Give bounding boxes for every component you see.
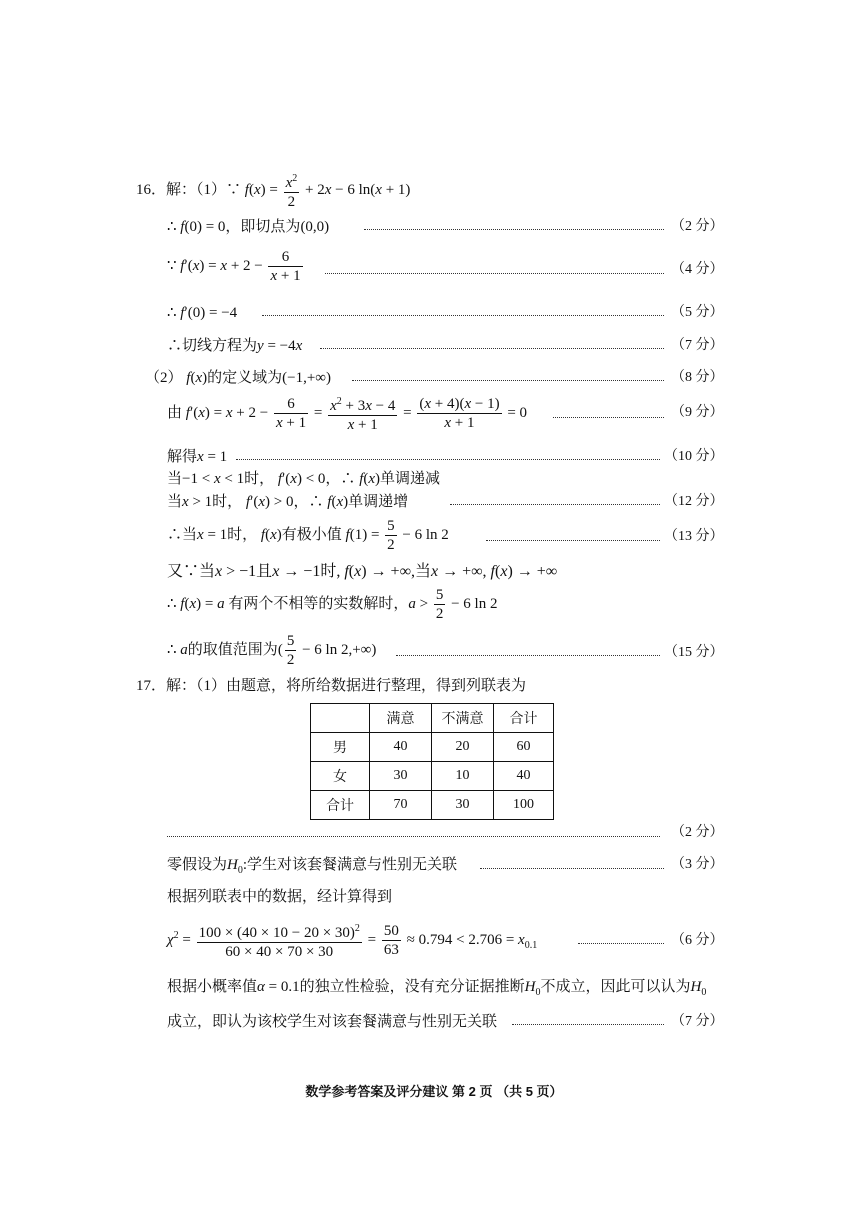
q16-header: 16．解：（1） [136, 181, 227, 198]
q16-line-6: 由 f′(x) = x + 2 − $\frac{6}{x + 1}$ = $\frac{x^2 + 3x - 4}{x + 1}$ = $\frac{(x + 4)(x - 1)}{x + 1}$ = 0 [167, 393, 527, 434]
score: （13 分） [664, 529, 724, 544]
q16-line-11: 又∵当x > −1且x → −1时, f(x) → +∞,当x → +∞, f(x) → +∞ [167, 563, 558, 580]
score: （4 分） [671, 262, 724, 277]
q17-conclusion-1: 根据小概率值α = 0.1的独立性检验，没有充分证据推断$H_0$不成立，因此可以认为$H_0$ [167, 979, 707, 998]
q16-line-10: ∴当x = 1时， f(x)有极小值 f(1) = $\frac{5}{2}$ − 6 ln 2 [167, 518, 449, 553]
q16-l8-a: 当 [167, 471, 183, 487]
q17-conclusion-2 [167, 1012, 497, 1032]
table-cell: 100 [494, 791, 554, 820]
score: （7 分） [671, 338, 724, 353]
score: （6 分） [671, 933, 724, 948]
q16-part2: （2） [145, 370, 183, 386]
q17-calc-intro: 根据列联表中的数据，经计算得到 [167, 889, 393, 905]
dot-leader [325, 273, 664, 274]
table-cell: 男 [311, 733, 370, 762]
score: （3 分） [671, 857, 724, 872]
page-footer: 数学参考答案及评分建议 第 2 页 （共 5 页） [305, 1084, 563, 1099]
q16-l6-prefix: 由 [167, 404, 183, 421]
q17-hypothesis: 零假设为$H_0$:学生对该套餐满意与性别无关联 [167, 857, 458, 876]
table-row [311, 791, 554, 820]
contingency-table [310, 703, 554, 820]
q16-l12-a: 有两个不相等的实数解时， [228, 595, 409, 612]
q16-line-1: ∴ f(0) = 0，即切点为(0,0) [167, 219, 330, 235]
table-cell: 女 [311, 762, 370, 791]
table-cell: 70 [370, 791, 432, 820]
q17-hyp-b: 学生对该套餐满意与性别无关联 [247, 857, 458, 873]
score: （9 分） [671, 405, 724, 420]
q16-l5-text: 的定义域为 [207, 370, 283, 386]
q16-line-9: 当x > 1时， f′(x) > 0，∴ f(x)单调递增 [167, 494, 409, 510]
q16-line-2: ∵ f′(x) = x + 2 − $\frac{6}{x + 1}$ [167, 249, 301, 284]
q16-l1-text: ，即切点为 [225, 219, 301, 235]
score: （10 分） [664, 449, 724, 464]
q17-concl-b: 的独立性检验，没有充分证据推断 [299, 979, 525, 995]
q16-line-5: （2） f(x)的定义域为(−1,+∞) [145, 370, 331, 386]
table-cell: 40 [370, 733, 432, 762]
table-row [311, 762, 554, 791]
q16-l10-a: ∴当 [167, 526, 198, 543]
q16-l11-c: 当 [414, 563, 431, 580]
score: （2 分） [671, 825, 724, 840]
dot-leader [396, 655, 660, 656]
q16-line-4: ∴切线方程为y = −4x [167, 338, 303, 354]
dot-leader [553, 417, 664, 418]
q16-l10-c: 有极小值 [281, 526, 342, 543]
q16-line-13: ∴ a的取值范围为( $\frac{5}{2}$ − 6 ln 2,+∞) [167, 633, 377, 668]
score: （8 分） [671, 370, 724, 385]
q16-l9-b: 时， [212, 494, 243, 510]
q16-l8-b: 时， [244, 471, 275, 487]
table-cell: 满意 [370, 704, 432, 733]
dot-leader [352, 380, 664, 381]
dot-leader [450, 504, 660, 505]
dot-leader [486, 540, 660, 541]
table-cell: 30 [370, 762, 432, 791]
q16-l8-c: 单调递减 [380, 471, 441, 487]
q16-solve: 解得 [167, 449, 198, 465]
dot-leader [262, 315, 664, 316]
q17-hyp-a: 零假设为 [167, 857, 228, 873]
table-cell: 20 [432, 733, 494, 762]
dot-leader [320, 348, 664, 349]
table-cell: 不满意 [432, 704, 494, 733]
table-cell [311, 704, 370, 733]
q17-header: 17．解：（1）由题意，将所给数据进行整理，得到列联表为 [136, 678, 527, 694]
q17-chi-square: $\chi^2$ = $\frac{100 \times (40 \times 10 - 20 \times 30)^2}{60 \times 40 \times 70 \times 30}$ = $\frac{50}{63}$ ≈ $0.794 < 2.706 = x_{0.1}$ [167, 920, 537, 961]
score: （7 分） [671, 1014, 724, 1029]
q16-line-7: 解得x = 1 [167, 449, 228, 465]
q16-l9-c: 单调递增 [348, 494, 409, 510]
q16-l10-b: 时， [227, 526, 258, 543]
q16-line-8: 当−1 < x < 1时， f′(x) < 0，∴ f(x)单调递减 [167, 471, 441, 487]
q16-line-12: ∴ f(x) = a 有两个不相等的实数解时，a > $\frac{5}{2}$ − 6 ln 2 [167, 587, 498, 622]
q16-l4-text: ∴切线方程为 [167, 338, 258, 354]
q16-line-header: 16．解：（1）∵ f(x) = $\frac{x^2}{2}$ + 2x − 6 ln(x + 1) [136, 170, 410, 211]
table-cell: 10 [432, 762, 494, 791]
dot-leader [512, 1024, 664, 1025]
table-cell: 60 [494, 733, 554, 762]
dot-leader [480, 868, 664, 869]
score: （5 分） [671, 305, 724, 320]
table-row [311, 733, 554, 762]
q16-l11-b: 且 [256, 563, 273, 580]
q16-l13-a: 的取值范围为 [187, 641, 278, 658]
score: （12 分） [664, 494, 724, 509]
table-header-row [311, 704, 554, 733]
table-cell: 合计 [311, 791, 370, 820]
score: （15 分） [664, 645, 724, 660]
q17-concl-d: 成立，即认为该校学生对该套餐满意与性别无关联 [167, 1014, 498, 1030]
dot-leader [578, 943, 664, 944]
dot-leader [236, 459, 660, 460]
q16-l9-a: 当 [167, 494, 183, 510]
dot-leader [364, 229, 664, 230]
q17-concl-a: 根据小概率值 [167, 979, 258, 995]
dot-leader [167, 836, 660, 837]
q16-l11-a: 又∵当 [167, 563, 216, 580]
table-cell: 40 [494, 762, 554, 791]
table-cell: 合计 [494, 704, 554, 733]
q17-concl-c: 不成立，因此可以认为 [540, 979, 691, 995]
table-cell: 30 [432, 791, 494, 820]
q16-line-3: ∴ f′(0) = −4 [167, 305, 238, 321]
score: （2 分） [671, 219, 724, 234]
